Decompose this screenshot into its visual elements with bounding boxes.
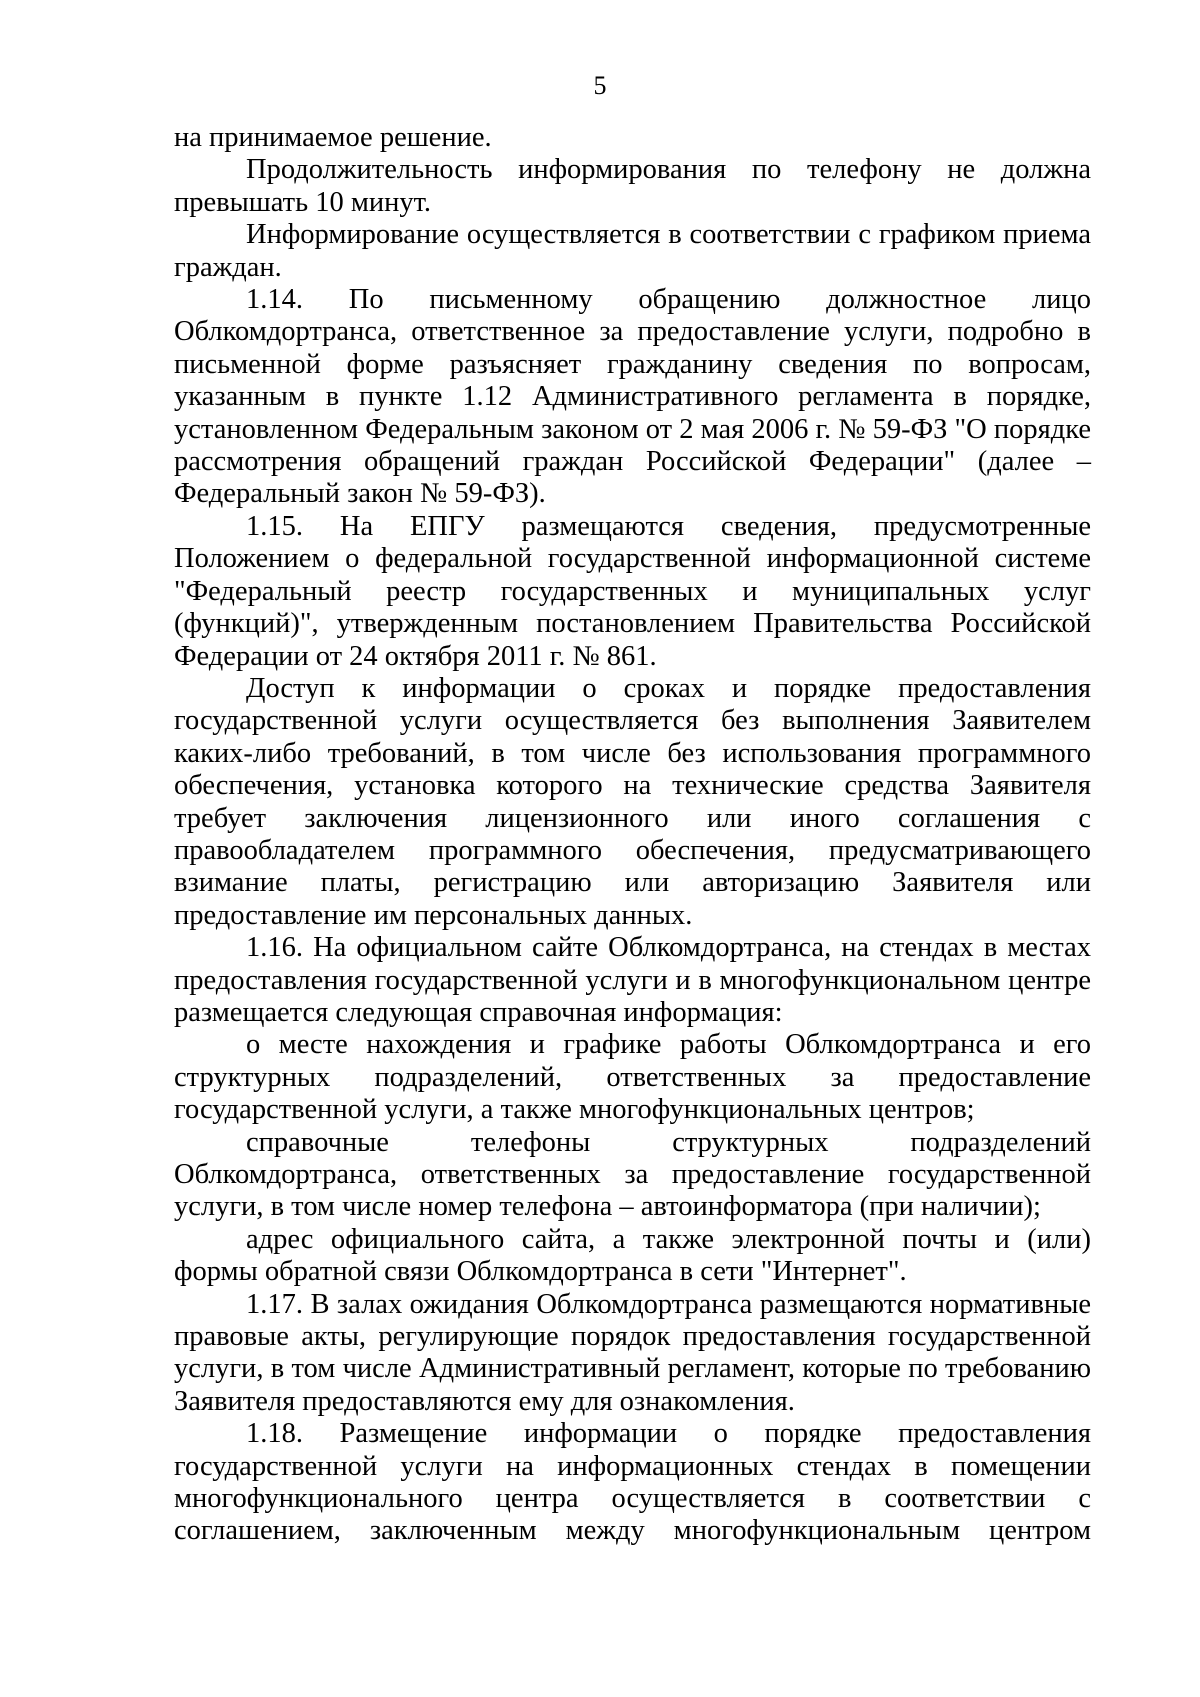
paragraph-1-15: 1.15. На ЕПГУ размещаются сведения, предусмотренные Положением о федеральной государственной информационной системе "Федеральный реестр государственных и муниципальных услуг (функций)", утвержденным постановлением Правительства Российской Федерации от 24 октября 2011 г. № 861. xyxy=(174,510,1091,672)
paragraph-duration: Продолжительность информирования по телефону не должна превышать 10 минут. xyxy=(174,154,1091,218)
paragraph-continuation: на принимаемое решение. xyxy=(174,122,492,153)
paragraph-1-18: 1.18. Размещение информации о порядке предоставления государственной услуги на информационных стендах в помещении многофункционального центра осуществляется в соответствии с соглашением, заключенным между многофункциональным центром xyxy=(174,1418,1091,1547)
paragraph-location: о месте нахождения и графике работы Облкомдортранса и его структурных подразделений, ответственных за предоставление государственной услуги, а также многофункциональных центров; xyxy=(174,1029,1091,1126)
paragraph-1-14: 1.14. По письменному обращению должностное лицо Облкомдортранса, ответственное за предоставление услуги, подробно в письменной форме разъясняет гражданину сведения по вопросам, указанным в пункте 1.12 Административного регламента в порядке, установленном Федеральным законом от 2 мая 2006 г. № 59-ФЗ "О порядке рассмотрения обращений граждан Российской Федерации" (далее – Федеральный закон № 59-ФЗ). xyxy=(174,284,1091,510)
paragraph-phones: справочные телефоны структурных подразделений Облкомдортранса, ответственных за предоставление государственной услуги, в том числе номер телефона – автоинформатора (при наличии); xyxy=(174,1126,1091,1223)
page-number: 5 xyxy=(593,71,607,100)
paragraph-1-17: 1.17. В залах ожидания Облкомдортранса размещаются нормативные правовые акты, регулирующие порядок предоставления государственной услуги, в том числе Административный регламент, которые по требованию Заявителя предоставляются ему для ознакомления. xyxy=(174,1288,1091,1417)
document-body xyxy=(174,122,1091,1548)
paragraph-access: Доступ к информации о сроках и порядке предоставления государственной услуги осуществляется без выполнения Заявителем каких-либо требований, в том числе без использования программного обеспечения, установка которого на технические средства Заявителя требует заключения лицензионного или иного соглашения с правообладателем программного обеспечения, предусматривающего взимание платы, регистрацию или авторизацию Заявителя или предоставление им персональных данных. xyxy=(174,672,1091,931)
paragraph-website: адрес официального сайта, а также электронной почты и (или) формы обратной связи Облкомдортранса в сети "Интернет". xyxy=(174,1223,1091,1288)
paragraph-schedule: Информирование осуществляется в соответствии с графиком приема граждан. xyxy=(174,219,1091,283)
paragraph-1-16: 1.16. На официальном сайте Облкомдортранса, на стендах в местах предоставления государственной услуги и в многофункциональном центре размещается следующая справочная информация: xyxy=(174,932,1091,1028)
